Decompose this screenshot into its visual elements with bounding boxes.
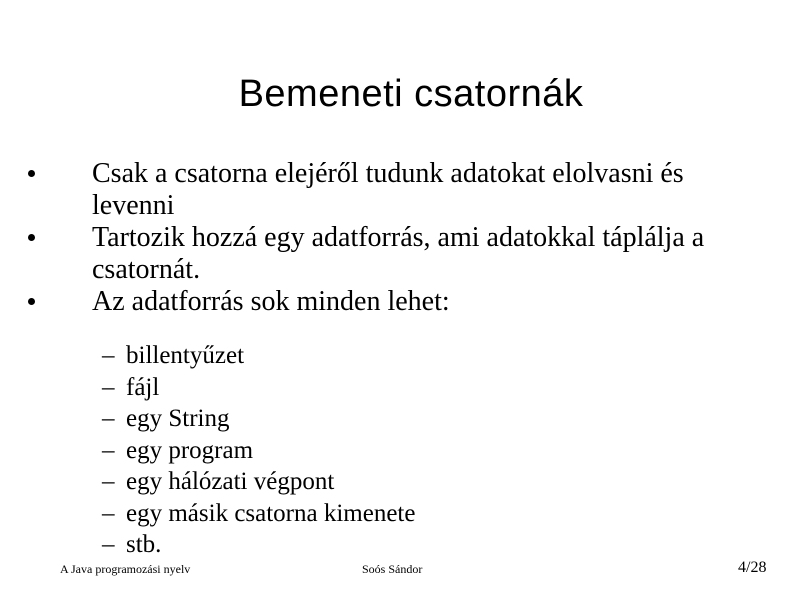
dash-icon: –	[102, 499, 115, 527]
sub-bullet-list	[102, 340, 415, 561]
dash-icon: –	[102, 342, 115, 369]
dash-icon: –	[102, 468, 115, 495]
sub-bullet-item	[102, 372, 415, 404]
sub-bullet-item	[102, 529, 415, 561]
sub-bullet-text: fájl	[126, 373, 160, 401]
sub-bullet-text: egy String	[126, 405, 230, 432]
bullet-item	[28, 286, 768, 318]
bullet-item	[28, 222, 768, 286]
sub-bullet-text: stb.	[126, 531, 162, 558]
sub-bullet-item	[102, 466, 415, 498]
sub-bullet-text: egy másik csatorna kimenete	[126, 499, 416, 527]
sub-bullet-text: egy program	[126, 436, 254, 464]
sub-bullet-item	[102, 435, 415, 467]
dash-icon: –	[102, 436, 115, 464]
dash-icon: –	[102, 405, 115, 432]
bullet-dot-icon	[28, 234, 35, 241]
sub-bullet-item	[102, 498, 415, 530]
bullet-dot-icon	[28, 170, 35, 177]
dash-icon: –	[102, 373, 115, 401]
sub-bullet-text: billentyűzet	[126, 342, 245, 369]
dash-icon: –	[102, 531, 115, 558]
bullet-text: Csak a csatorna elejéről tudunk adatokat elolvasni és levenni	[92, 158, 684, 221]
footer-author: Soós Sándor	[362, 562, 423, 576]
bullet-dot-icon	[28, 298, 35, 305]
bullet-text: Az adatforrás sok minden lehet:	[92, 286, 450, 317]
sub-bullet-text: egy hálózati végpont	[126, 468, 335, 495]
bullet-item	[28, 158, 768, 222]
sub-bullet-item	[102, 340, 415, 372]
slide-title: Bemeneti csatornák	[238, 73, 584, 115]
bullet-text: Tartozik hozzá egy adatforrás, ami adatokkal táplálja a csatornát.	[92, 222, 705, 285]
sub-bullet-item	[102, 403, 415, 435]
footer-course-title: A Java programozási nyelv	[60, 562, 191, 576]
page-number: 4/28	[738, 559, 767, 576]
bullet-list	[28, 158, 768, 318]
